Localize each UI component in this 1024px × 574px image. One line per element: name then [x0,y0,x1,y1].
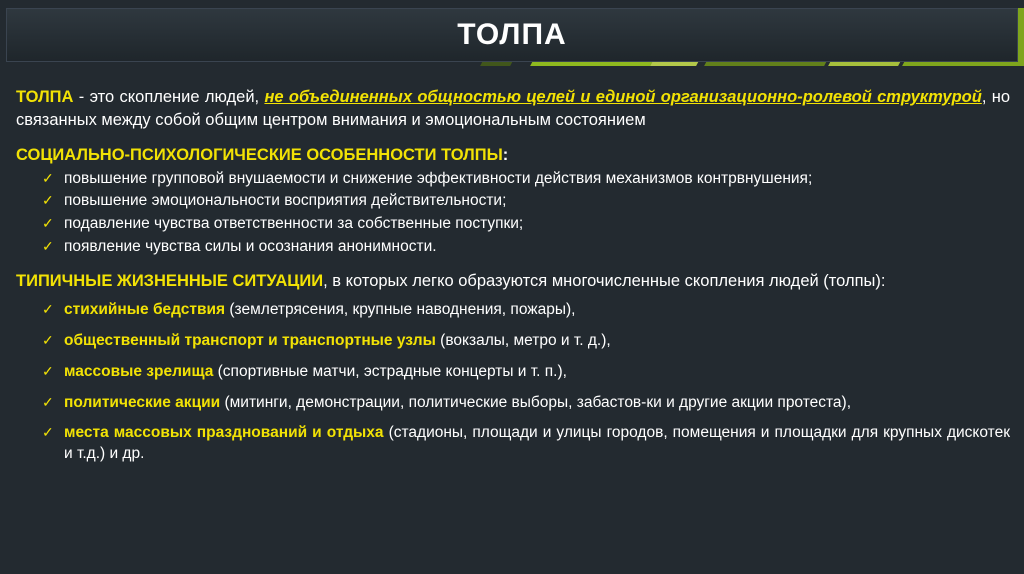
check-icon: ✓ [42,215,54,232]
section2-heading-highlight: ТИПИЧНЫЕ ЖИЗНЕННЫЕ СИТУАЦИИ [16,271,324,290]
list-item-lead: общественный транспорт и транспортные узлы [64,332,436,350]
list-item [42,191,1010,212]
check-icon: ✓ [42,192,54,209]
list-item-text: повышение эмоциональности восприятия действительности; [64,192,507,210]
list-item-text: (спортивные матчи, эстрадные концерты и т. п.), [213,362,567,380]
list-item [42,423,1010,465]
definition-part1: это скопление людей, [89,88,265,106]
list-item-lead: массовые зрелища [64,362,214,380]
list-item [42,214,1010,235]
list-item [42,237,1010,258]
check-icon: ✓ [42,169,54,186]
list-item-text: (землетрясения, крупные наводнения, пожары), [225,301,576,319]
list-item-text: (стадионы, площади и улицы городов, помещения и площадки для крупных дискотек и т.д.) и др. [64,424,1010,463]
definition-term: ТОЛПА [16,88,74,106]
check-icon: ✓ [42,393,54,410]
list-item-lead: стихийные бедствия [64,301,226,319]
slide-title-bar [6,8,1018,62]
section1-heading [16,146,1010,165]
check-icon: ✓ [42,301,54,318]
section2-heading-tail: , в которых легко образуются многочисленные скопления людей (толпы): [323,271,886,290]
section2 [14,270,1010,465]
check-icon: ✓ [42,424,54,441]
top-edge-strip [0,0,1024,8]
section1-list [14,169,1010,258]
list-item [42,362,1010,383]
check-icon: ✓ [42,237,54,254]
list-item-text: появление чувства силы и осознания анонимности. [64,237,437,255]
slide-content [0,72,1024,574]
check-icon: ✓ [42,362,54,379]
list-item [42,300,1010,321]
section1-heading-highlight: СОЦИАЛЬНО-ПСИХОЛОГИЧЕСКИЕ ОСОБЕННОСТИ ТОЛПЫ [16,145,503,164]
list-item [42,393,1010,414]
list-item [42,331,1010,352]
list-item-text: повышение групповой внушаемости и снижение эффективности действия механизмов контрвнушения; [64,169,813,187]
list-item-text: (митинги, демонстрации, политические выборы, забастов-ки и другие акции протеста), [220,393,852,411]
definition-dash: - [73,88,90,106]
section2-list [14,300,1010,465]
definition-paragraph [16,86,1010,132]
list-item [42,169,1010,190]
list-item-lead: политические акции [64,393,221,411]
section1-heading-tail: : [502,145,509,164]
list-item-text: (вокзалы, метро и т. д.), [435,332,611,350]
page-title: ТОЛПА [457,18,567,51]
section2-heading [16,270,1010,293]
check-icon: ✓ [42,332,54,349]
definition-emphasis: не объединенных общностью целей и единой организационно-ролевой структурой [264,88,982,106]
list-item-text: подавление чувства ответственности за собственные поступки; [64,215,524,233]
list-item-lead: места массовых празднований и отдыха [64,424,384,442]
definition-part2: , но связанных между собой общим центром внимания и эмоциональным состоянием [16,88,1010,129]
